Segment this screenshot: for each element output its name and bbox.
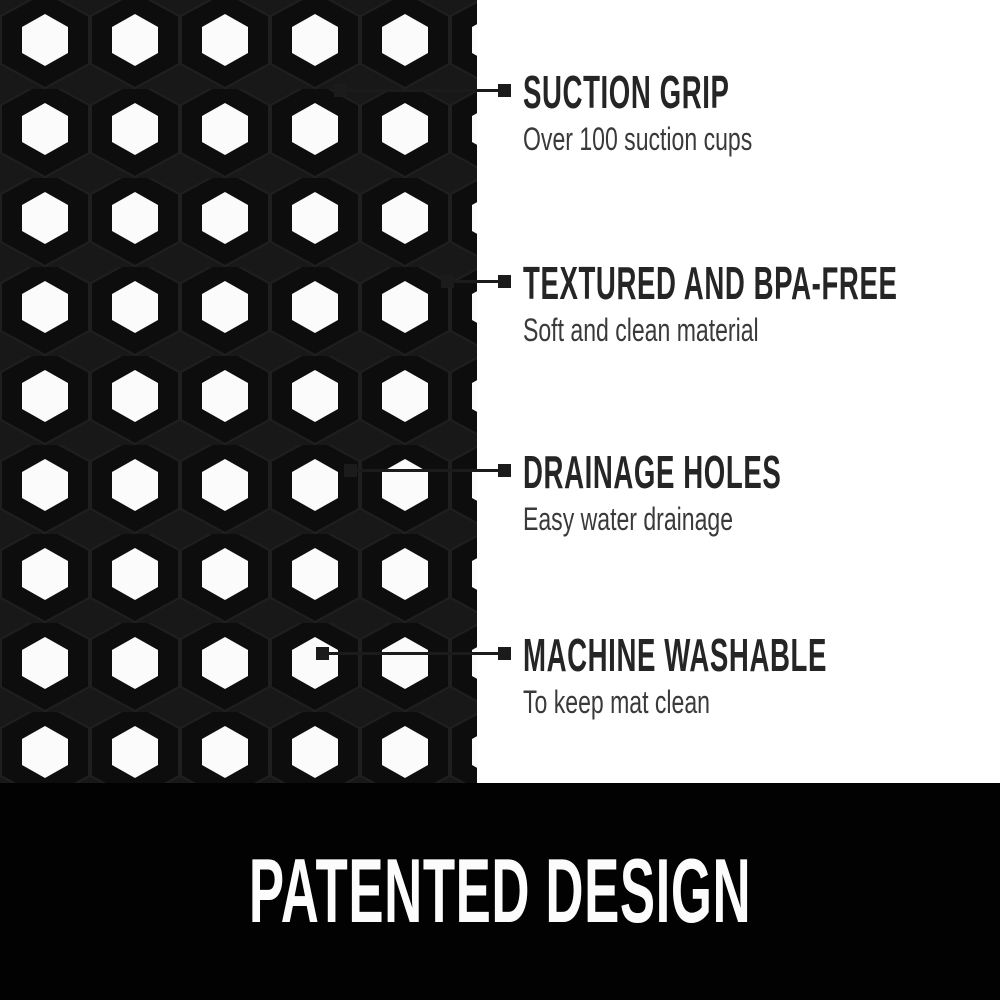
feature-subtitle: To keep mat clean	[523, 684, 710, 720]
callout-line-textured	[447, 280, 505, 283]
feature-title: SUCTION GRIP	[523, 66, 730, 118]
feature-subtitle: Over 100 suction cups	[523, 121, 753, 157]
feature-title: MACHINE WASHABLE	[523, 629, 828, 681]
product-photo-hex-mat	[0, 0, 477, 783]
callout-anchor-square	[334, 84, 347, 97]
callout-anchor-square	[316, 647, 329, 660]
callout-anchor-square	[441, 275, 454, 288]
feature-subtitle: Soft and clean material	[523, 312, 759, 348]
feature-subtitle: Easy water drainage	[523, 501, 734, 537]
callout-end-square	[498, 464, 511, 477]
callout-line-suction-grip	[340, 89, 505, 92]
callout-drainage	[523, 446, 954, 537]
feature-title: TEXTURED AND BPA-FREE	[523, 257, 898, 309]
callout-textured	[523, 257, 1000, 348]
hex-mat-pattern-image	[0, 0, 477, 783]
callout-line-machine-washable	[322, 652, 505, 655]
callout-line-drainage	[350, 469, 505, 472]
callout-end-square	[498, 84, 511, 97]
patented-design-banner	[0, 783, 1000, 1000]
banner-title: PATENTED DESIGN	[248, 841, 752, 942]
callout-anchor-square	[344, 464, 357, 477]
callout-end-square	[498, 647, 511, 660]
feature-title: DRAINAGE HOLES	[523, 446, 782, 498]
callout-machine-washable	[523, 629, 1000, 720]
callout-end-square	[498, 275, 511, 288]
callout-suction-grip	[523, 66, 867, 157]
